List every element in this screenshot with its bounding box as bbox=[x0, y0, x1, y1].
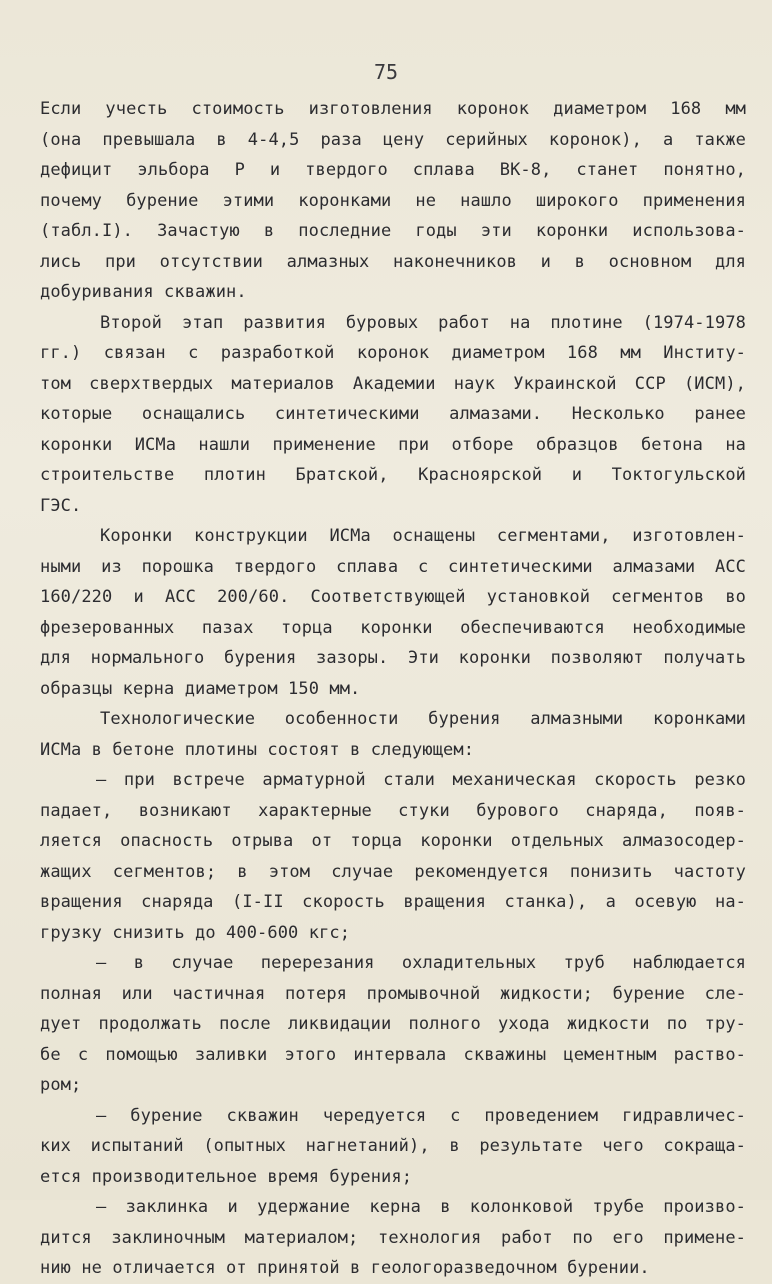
text-line: добуривания скважин. bbox=[40, 282, 247, 302]
text-line: ГЭС. bbox=[40, 495, 82, 516]
text-line: вращения снаряда (I-II скорость вращения станка), а осевую на- bbox=[40, 892, 746, 912]
text-line: фрезерованных пазах торца коронки обеспечиваются необходимые bbox=[40, 617, 746, 638]
text-line: ких испытаний (опытных нагнетаний), в результате чего сокраща- bbox=[40, 1136, 746, 1156]
text-line: лись при отсутствии алмазных наконечников и в основном для bbox=[40, 251, 746, 272]
page-number: 75 bbox=[373, 60, 399, 84]
text-line: ИСМа в бетоне плотины состоят в следующем: bbox=[40, 739, 475, 760]
text-line: – при встрече арматурной стали механическая скорость резко bbox=[96, 770, 746, 790]
text-line: Коронки конструкции ИСМа оснащены сегментами, изготовлен- bbox=[100, 526, 746, 546]
text-line: Если учесть стоимость изготовления коронок диаметром 168 мм bbox=[40, 99, 746, 119]
text-line: дует продолжать после ликвидации полного ухода жидкости по тру- bbox=[40, 1014, 746, 1034]
text-line: полная или частичная потеря промывочной жидкости; бурение сле- bbox=[40, 983, 746, 1004]
text-line: – в случае перерезания охладительных труб наблюдается bbox=[96, 953, 746, 973]
text-line: образцы керна диаметром 150 мм. bbox=[40, 678, 361, 699]
text-line: ром; bbox=[40, 1075, 82, 1095]
text-line: строительстве плотин Братской, Красноярской и Токтогульской bbox=[40, 465, 746, 485]
text-line: нию не отличается от принятой в геологоразведочном бурении. bbox=[40, 1258, 650, 1278]
text-line: дится заклиночным материалом; технология работ по его примене- bbox=[40, 1227, 746, 1248]
text-line: – заклинка и удержание керна в колонковой трубе произво- bbox=[96, 1197, 746, 1217]
body-text bbox=[40, 94, 746, 1284]
text-line: ется производительное время бурения; bbox=[40, 1166, 413, 1187]
text-line: (она превышала в 4-4,5 раза цену серийных коронок), а также bbox=[40, 129, 746, 150]
text-line: ными из порошка твердого сплава с синтетическими алмазами АСС bbox=[40, 556, 746, 577]
text-line: (табл.I). Зачастую в последние годы эти коронки использова- bbox=[40, 221, 746, 241]
text-line: почему бурение этими коронками не нашло широкого применения bbox=[40, 190, 746, 211]
text-line: коронки ИСМа нашли применение при отборе образцов бетона на bbox=[40, 434, 746, 455]
text-line: дефицит эльбора Р и твердого сплава ВК-8, станет понятно, bbox=[40, 160, 746, 180]
text-line: жащих сегментов; в этом случае рекомендуется понизить частоту bbox=[40, 861, 746, 882]
text-line: 160/220 и АСС 200/60. Соответствующей установкой сегментов во bbox=[40, 587, 746, 607]
text-line: для нормального бурения зазоры. Эти коронки позволяют получать bbox=[40, 648, 746, 668]
text-line: том сверхтвердых материалов Академии наук Украинской ССР (ИСМ), bbox=[40, 373, 746, 394]
text-line: падает, возникают характерные стуки бурового снаряда, появ- bbox=[40, 800, 746, 821]
text-line: – бурение скважин чередуется с проведением гидравличес- bbox=[96, 1105, 746, 1126]
text-line: Второй этап развития буровых работ на плотине (1974-1978 bbox=[100, 312, 746, 333]
text-line: грузку снизить до 400-600 кгс; bbox=[40, 922, 351, 943]
text-line: бе с помощью заливки этого интервала скважины цементным раство- bbox=[40, 1044, 746, 1065]
text-line: гг.) связан с разработкой коронок диаметром 168 мм Институ- bbox=[40, 343, 746, 363]
text-line: которые оснащались синтетическими алмазами. Несколько ранее bbox=[40, 404, 746, 424]
text-line: ляется опасность отрыва от торца коронки отдельных алмазосодер- bbox=[40, 831, 746, 851]
text-line: Технологические особенности бурения алмазными коронками bbox=[100, 709, 746, 729]
